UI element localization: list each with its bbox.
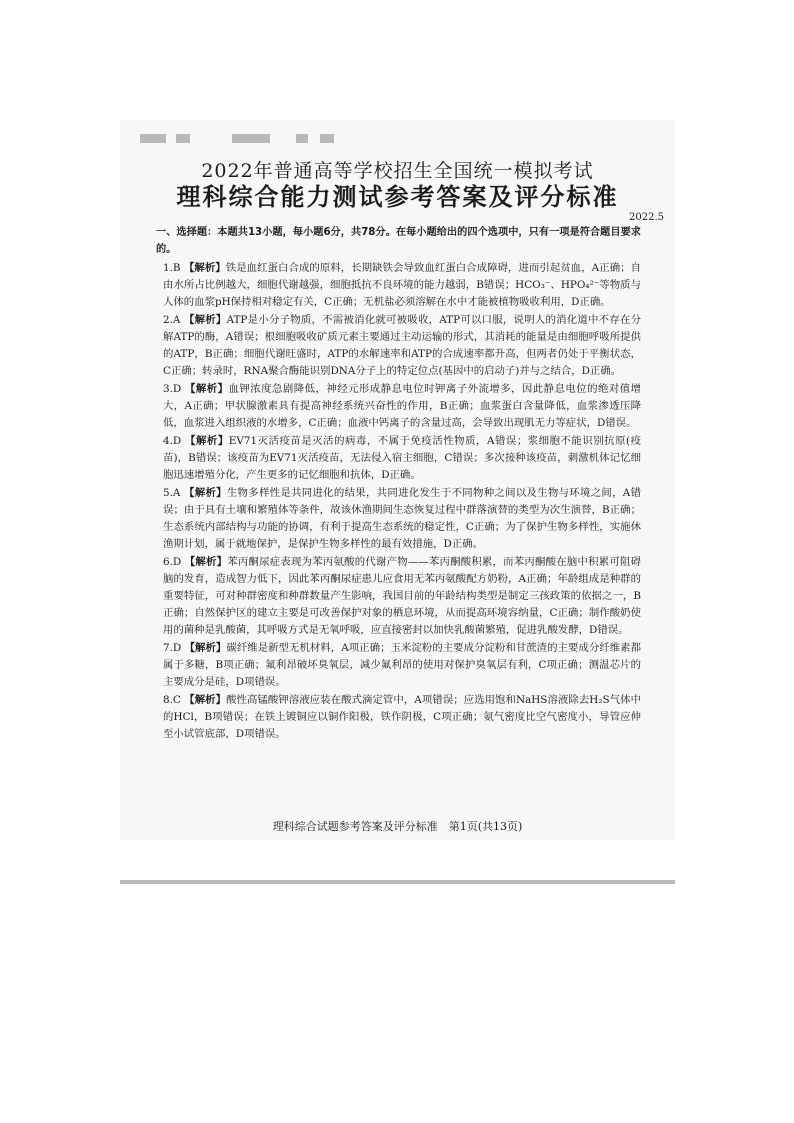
section-heading: 一、选择题：本题共13小题，每小题6分，共78分。在每小题给出的四个选项中，只有一项是符合题目要求的。	[156, 227, 641, 255]
answer-explanation: 酸性高锰酸钾溶液应装在酸式滴定管中，A项错误；应选用饱和NaHS溶液除去H₂S气体中的HCl，B项错误；在铁上镀铜应以铜作阳极，铁作阴极，C项正确；氨气密度比空气密度小，导管应伸至小试管底部，D项错误。	[163, 694, 642, 740]
redacted-header-block	[140, 134, 166, 143]
answer-explanation: 苯丙酮尿症表现为苯丙氨酸的代谢产物——苯丙酮酸积累，而苯丙酮酸在脑中积累可阻碍脑的发育，造成智力低下，因此苯丙酮尿症患儿应食用无苯丙氨酸配方奶粉，A正确；年龄组成是种群的重要特征，可对种群密度和种群数量产生影响，我国目前的年龄结构类型是制定三孩政策的依据之一，B正确；自然保护区的建立主要是可改善保护对象的栖息环境，从而提高环境容纳量，C正确；制作酸奶使用的菌种是乳酸菌，其呼吸方式是无氧呼吸，应直接密封以加快乳酸菌繁殖，促进乳酸发酵，D错误。	[163, 556, 642, 636]
answer-number: 4.D	[163, 435, 182, 447]
answer-item-4	[163, 433, 641, 484]
redacted-header-block	[232, 134, 270, 143]
answer-number: 6.D	[163, 556, 182, 568]
answer-explanation: ATP是小分子物质，不需被消化就可被吸收，ATP可以口服，说明人的消化道中不存在分解ATP的酶，A错误；根细胞吸收矿质元素主要通过主动运输的形式，其消耗的能量是由细胞呼吸所提供的ATP，B正确；细胞代谢旺盛时，ATP的水解速率和ATP的合成速率都升高，但两者仍处于平衡状态，C正确；转录时，RNA聚合酶能识别DNA分子上的特定位点(基因中的启动子)并与之结合，D正确。	[163, 314, 641, 377]
analysis-tag: 【解析】	[185, 435, 229, 447]
analysis-tag: 【解析】	[183, 314, 227, 326]
answer-number: 2.A	[163, 314, 181, 326]
document-date: 2022.5	[629, 212, 664, 223]
analysis-tag: 【解析】	[184, 556, 228, 568]
answer-explanation: EV71灭活疫苗是灭活的病毒，不属于免疫活性物质，A错误；浆细胞不能识别抗原(疫苗)，B错误；该疫苗为EV71灭活疫苗，无法侵入宿主细胞，C错误；多次接种该疫苗，刺激机体记忆细胞迅速增殖分化，产生更多的记忆细胞和抗体，D正确。	[163, 435, 641, 481]
answer-number: 7.D	[163, 642, 182, 654]
answer-explanation: 碳纤维是新型无机材料，A项正确；玉米淀粉的主要成分淀粉和甘蔗渣的主要成分纤维素都属于多糖，B项正确；氟利昂破坏臭氧层，减少氟利昂的使用对保护臭氧层有利，C项正确；测温芯片的主要成分是硅，D项错误。	[163, 642, 642, 688]
analysis-tag: 【解析】	[185, 383, 229, 395]
answer-number: 1.B	[163, 262, 181, 274]
analysis-tag: 【解析】	[183, 262, 226, 274]
redacted-header-block	[320, 134, 334, 143]
answer-explanation: 生物多样性是共同进化的结果，共同进化发生于不同物种之间以及生物与环境之间，A错误；由于具有土壤和繁殖体等条件，故该休渔期间生态恢复过程中群落演替的类型为次生演替，B正确；生态系统内部结构与功能的协调，有利于提高生态系统的稳定性，C正确；为了保护生物多样性，实施休渔期计划，属于就地保护，是保护生物多样性的最有效措施，D正确。	[163, 487, 642, 550]
redacted-header-block	[296, 134, 308, 143]
answer-number: 5.A	[163, 487, 181, 499]
analysis-tag: 【解析】	[184, 642, 227, 654]
answer-number: 8.C	[163, 694, 181, 706]
analysis-tag: 【解析】	[184, 487, 227, 499]
answer-item-2	[163, 312, 641, 380]
answer-explanation: 血钾浓度急剧降低，神经元形成静息电位时钾离子外流增多，因此静息电位的绝对值增大，A正确；甲状腺激素具有提高神经系统兴奋性的作用，B正确；血浆蛋白含量降低，血浆渗透压降低，血浆进入组织液的水增多，C正确；血液中钙离子的含量过高，会导致出现肌无力等症状，D错误。	[163, 383, 642, 429]
answer-item-7	[163, 640, 641, 691]
exam-title: 2022年普通高等学校招生全国统一模拟考试	[201, 160, 594, 182]
document-title: 理科综合能力测试参考答案及评分标准	[176, 183, 619, 211]
answer-explanation: 铁是血红蛋白合成的原料，长期缺铁会导致血红蛋白合成障碍，进而引起贫血，A正确；自由水所占比例越大，细胞代谢越强，细胞抵抗不良环境的能力越弱，B错误；HCO₃⁻、HPO₄²⁻等物质与人体的血浆pH保持相对稳定有关，C正确；无机盐必须溶解在水中才能被植物吸收利用，D正确。	[163, 262, 642, 308]
answer-number: 3.D	[163, 383, 182, 395]
analysis-tag: 【解析】	[184, 694, 227, 706]
page-footer: 理科综合试题参考答案及评分标准 第1页(共13页)	[272, 820, 523, 833]
answer-item-8	[163, 692, 641, 743]
answer-item-6	[163, 554, 641, 639]
answer-item-5	[163, 485, 641, 553]
answer-item-3	[163, 381, 641, 432]
page-divider	[120, 880, 675, 884]
answer-item-1	[163, 260, 641, 311]
redacted-header-block	[176, 134, 190, 143]
answer-content	[156, 224, 642, 744]
